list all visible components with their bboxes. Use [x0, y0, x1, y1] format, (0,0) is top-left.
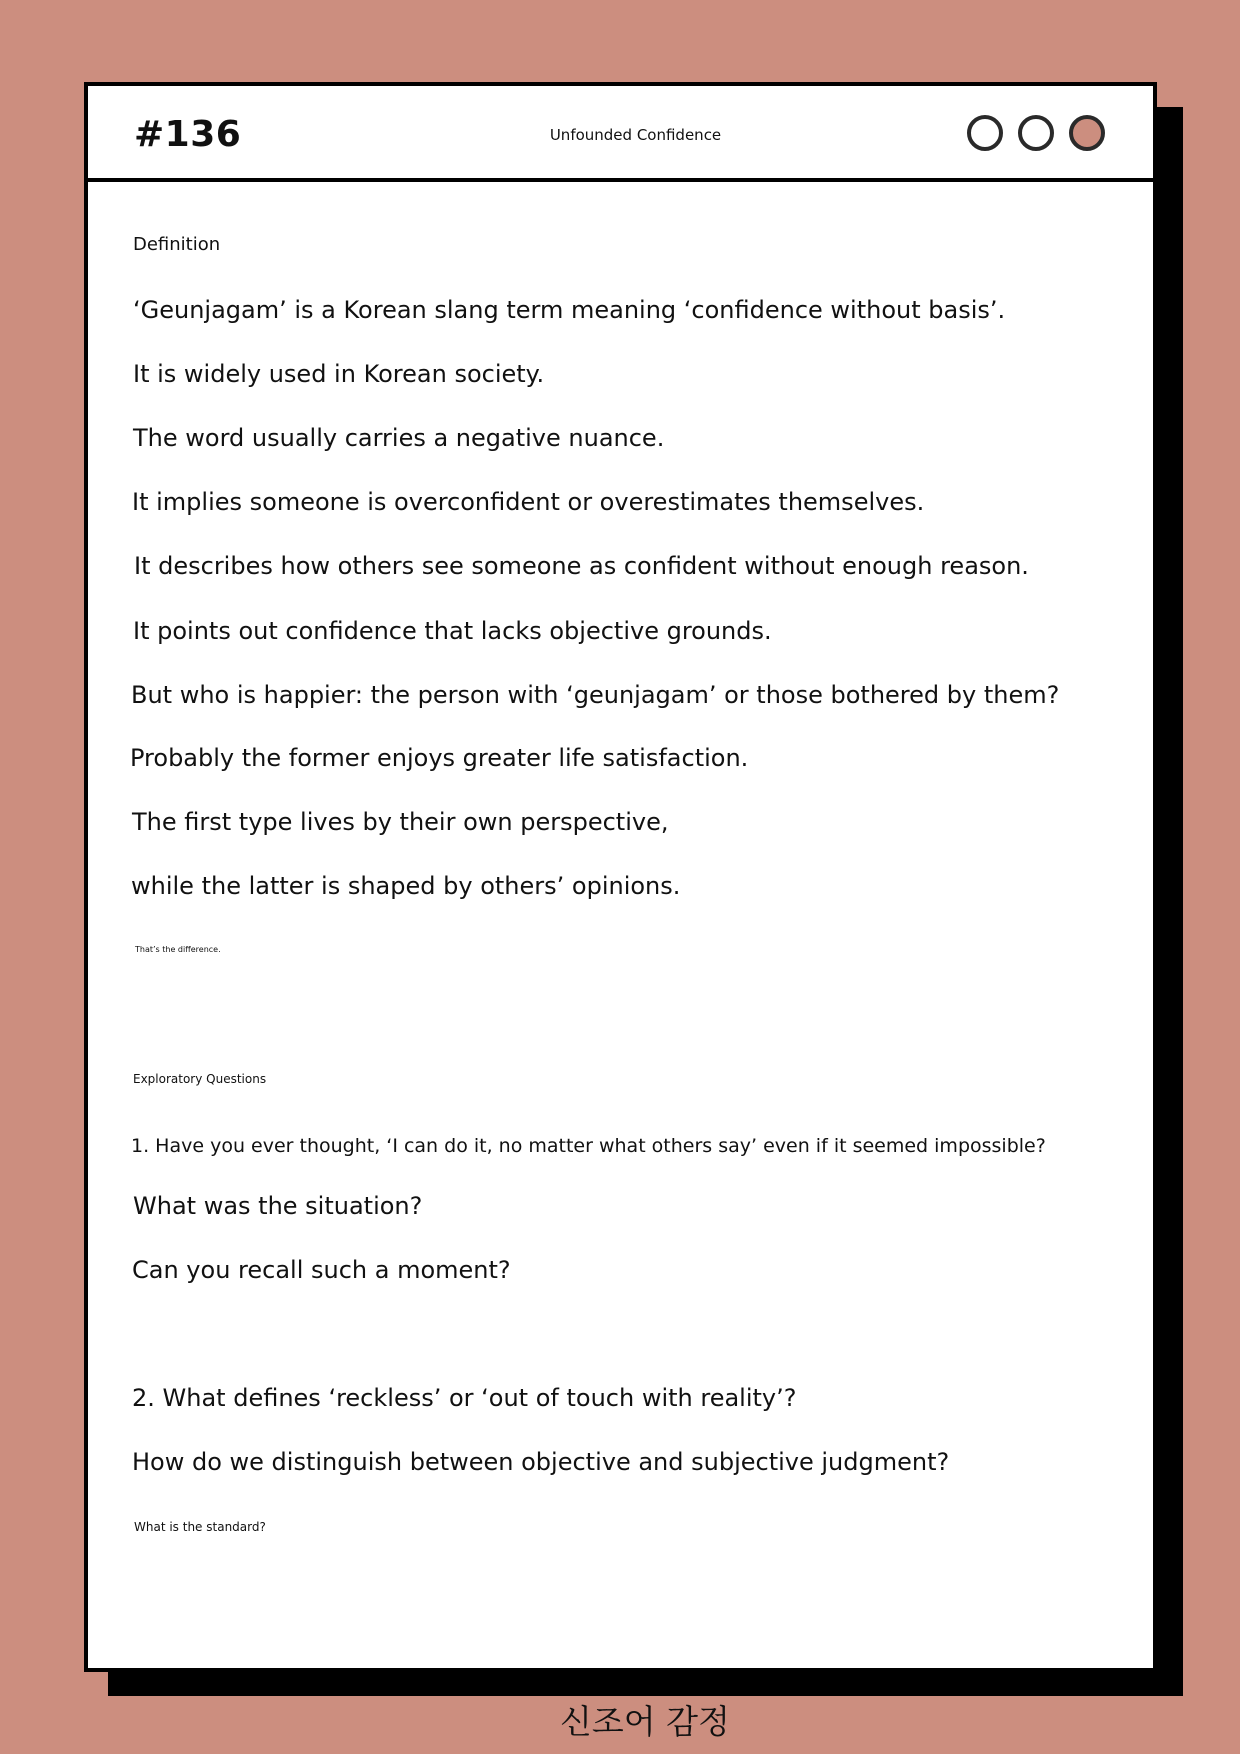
question-1-followup: What was the situation?: [133, 1192, 423, 1220]
circle-icon: [1018, 115, 1054, 151]
question-2: 2. What defines ‘reckless’ or ‘out of touch with reality’?: [132, 1384, 797, 1412]
definition-line: It points out confidence that lacks objective grounds.: [133, 617, 772, 645]
definition-line: It describes how others see someone as confident without enough reason.: [134, 552, 1029, 580]
definition-line: It is widely used in Korean society.: [133, 360, 545, 388]
card-header: [88, 86, 1153, 182]
definition-label: Definition: [133, 234, 221, 255]
entry-number: #136: [134, 114, 242, 155]
question-1: 1. Have you ever thought, ‘I can do it, no matter what others say’ even if it seemed impossible?: [131, 1135, 1046, 1157]
circle-icon: [967, 115, 1003, 151]
filled-circle-icon: [1069, 115, 1105, 151]
definition-line: The first type lives by their own perspective,: [132, 808, 669, 836]
definition-note: That’s the difference.: [135, 945, 221, 954]
question-2-note: What is the standard?: [134, 1520, 266, 1534]
brand-logo: 신조어 감정: [560, 1702, 730, 1741]
status-dots: [967, 115, 1107, 151]
entry-title: Unfounded Confidence: [549, 126, 722, 144]
definition-line: ‘Geunjagam’ is a Korean slang term meaning ‘confidence without basis’.: [133, 296, 1006, 324]
definition-line: The word usually carries a negative nuance.: [133, 424, 665, 452]
definition-line: But who is happier: the person with ‘geunjagam’ or those bothered by them?: [131, 681, 1060, 709]
question-1-followup: Can you recall such a moment?: [132, 1256, 511, 1284]
definition-line: Probably the former enjoys greater life satisfaction.: [130, 744, 749, 772]
definition-line: It implies someone is overconfident or overestimates themselves.: [132, 488, 925, 516]
questions-label: Exploratory Questions: [133, 1072, 267, 1086]
definition-line: while the latter is shaped by others’ opinions.: [131, 872, 681, 900]
card: [84, 82, 1157, 1672]
question-2-followup: How do we distinguish between objective and subjective judgment?: [132, 1448, 950, 1476]
